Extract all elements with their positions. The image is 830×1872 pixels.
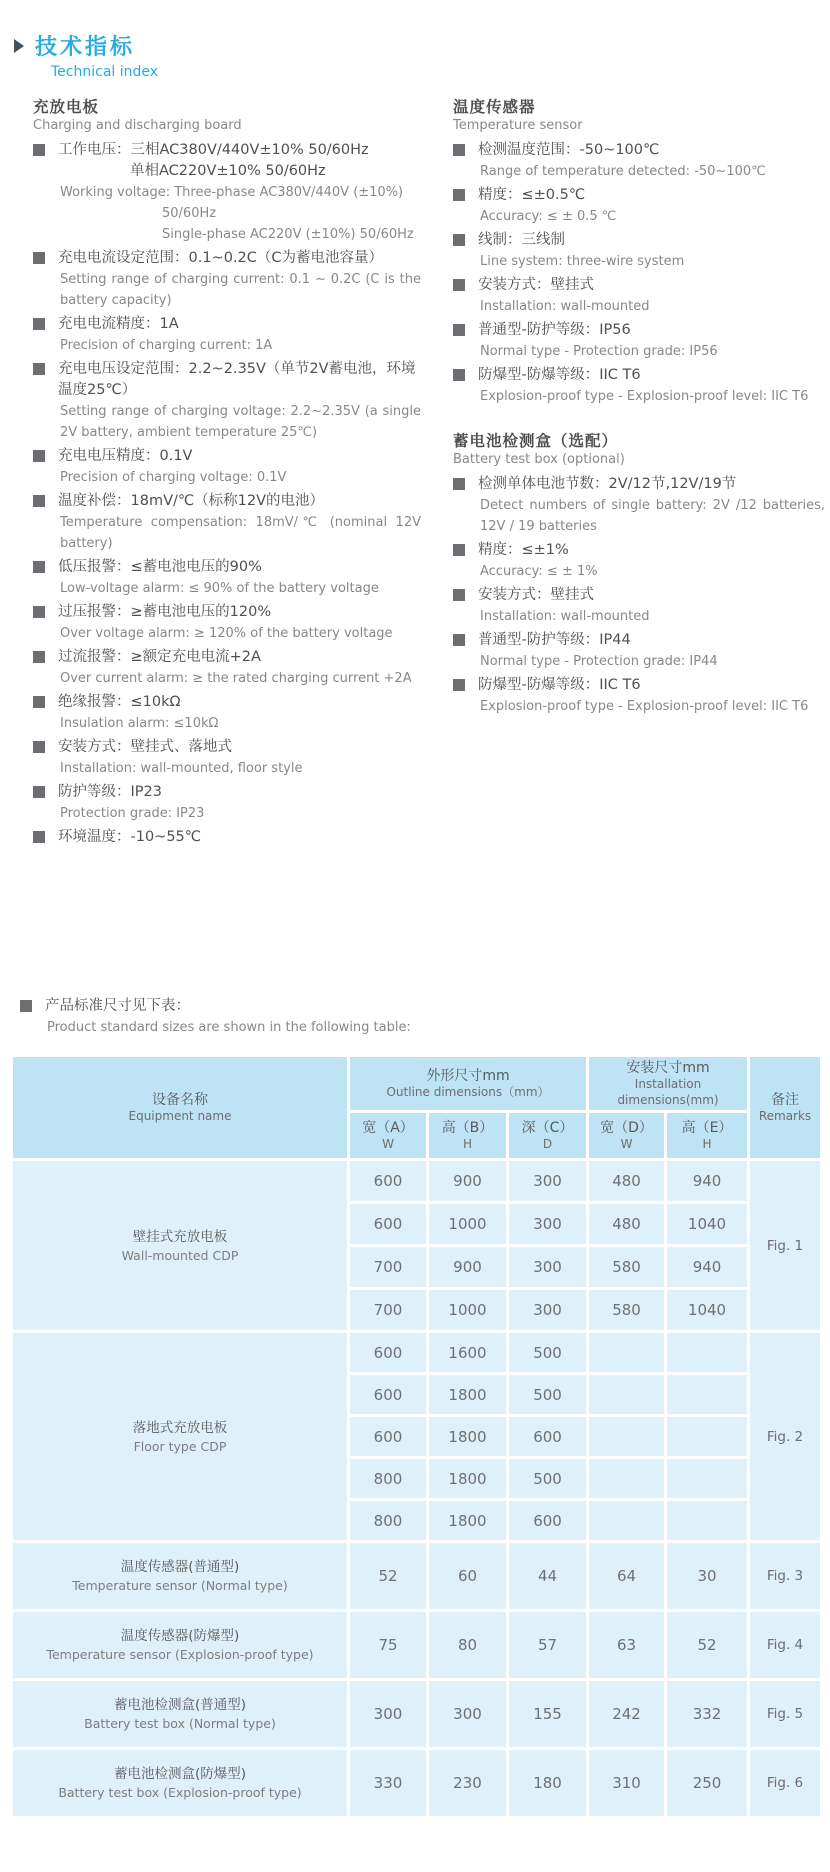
square-bullet-icon [453, 544, 465, 556]
spec-text-cn: 检测单体电池节数：2V/12节,12V/19节 [478, 476, 737, 492]
square-bullet-icon [453, 234, 465, 246]
spec-text-cn: 精度：≤±1% [478, 542, 569, 558]
spec-item [33, 491, 421, 554]
section-heading-en: Charging and discharging board [33, 118, 242, 133]
page-title-en: Technical index [51, 64, 159, 80]
size-value-cell: 52 [349, 1542, 428, 1611]
size-value-cell: 580 [588, 1289, 666, 1332]
spec-text-en: Normal type - Protection grade: IP56 [480, 344, 718, 359]
spec-item [453, 230, 825, 272]
size-table-body [12, 1160, 822, 1818]
square-bullet-icon [33, 252, 45, 264]
size-value-cell: 155 [508, 1680, 588, 1749]
spec-item [33, 737, 421, 779]
spec-item [33, 827, 421, 848]
square-bullet-icon [453, 279, 465, 291]
spec-text-cn: 温度补偿：18mV/℃（标称12V的电池） [58, 493, 325, 509]
remark-cell: Fig. 4 [749, 1611, 822, 1680]
spec-item [453, 140, 825, 182]
equipment-name-cn: 落地式充放电板 [132, 1419, 228, 1436]
spec-list-charging-board [33, 140, 421, 848]
remark-cell: Fig. 1 [749, 1160, 822, 1332]
spec-text-cn: 工作电压：三相AC380V/440V±10% 50/60Hz [58, 142, 369, 158]
section-heading-en: Temperature sensor [453, 118, 583, 133]
remark-cell: Fig. 6 [749, 1749, 822, 1818]
subcol-cn: 宽（A） [362, 1119, 414, 1136]
spec-text-cn: 防爆型-防爆等级：IIC T6 [478, 367, 641, 383]
spec-text-cn: 绝缘报警：≤10kΩ [58, 694, 181, 710]
size-value-cell: 800 [349, 1458, 428, 1500]
section-heading-en: Battery test box (optional) [453, 452, 625, 467]
spec-text-cn: 充电电压设定范围：2.2~2.35V（单节2V蓄电池，环境温度25℃） [58, 361, 416, 398]
spec-item [33, 314, 421, 356]
header-install-en: Installation dimensions(mm) [617, 1077, 719, 1107]
table-note-cn: 产品标准尺寸见下表： [45, 998, 190, 1014]
spec-item [33, 140, 421, 245]
section-temperature-sensor [453, 95, 825, 407]
spec-text-en: Insulation alarm: ≤10kΩ [60, 716, 219, 731]
equipment-name-cell [12, 1749, 349, 1818]
size-value-cell: 940 [666, 1160, 749, 1203]
square-bullet-icon [33, 495, 45, 507]
equipment-name-cell [12, 1160, 349, 1332]
header-height-e [666, 1112, 749, 1160]
spec-text-en: Detect numbers of single battery: 2V /12 batteries, 12V / 19 batteries [480, 498, 825, 534]
spec-columns [0, 95, 830, 851]
square-bullet-icon [453, 144, 465, 156]
size-value-cell: 900 [428, 1160, 508, 1203]
spec-text-en: Range of temperature detected: -50~100℃ [480, 164, 766, 179]
size-value-cell: 1040 [666, 1289, 749, 1332]
spec-text-en: Normal type - Protection grade: IP44 [480, 654, 718, 669]
size-value-cell: 63 [588, 1611, 666, 1680]
section-heading-cn: 充放电板 [33, 98, 100, 116]
size-value-cell: 500 [508, 1374, 588, 1416]
spec-item [33, 692, 421, 734]
header-width-a [349, 1112, 428, 1160]
size-value-cell: 480 [588, 1160, 666, 1203]
spec-text-cn: 低压报警：≤蓄电池电压的90% [58, 559, 262, 575]
equipment-name-cell [12, 1542, 349, 1611]
equipment-name-en: Battery test box (Normal type) [84, 1716, 276, 1732]
size-value-cell: 57 [508, 1611, 588, 1680]
spec-text-en: Over current alarm: ≥ the rated charging current +2A [60, 671, 412, 686]
column-left [33, 95, 421, 851]
spec-text-en: Over voltage alarm: ≥ 120% of the battery voltage [60, 626, 393, 641]
size-table-row [12, 1160, 822, 1203]
size-value-cell: 600 [349, 1332, 428, 1374]
square-bullet-icon [453, 189, 465, 201]
spec-item [33, 248, 421, 311]
subcol-en: W [382, 1137, 394, 1152]
square-bullet-icon [33, 696, 45, 708]
spec-text-en: Line system: three-wire system [480, 254, 685, 269]
spec-text-cn: 充电电流设定范围：0.1~0.2C（C为蓄电池容量） [58, 250, 384, 266]
size-value-cell [588, 1458, 666, 1500]
subcol-en: W [620, 1137, 633, 1152]
spec-item [33, 359, 421, 443]
spec-item [453, 320, 825, 362]
spec-item [453, 275, 825, 317]
header-installation-dimensions [588, 1056, 749, 1112]
header-equipment-name [12, 1056, 349, 1160]
subcol-en: H [462, 1137, 473, 1152]
size-table-row [12, 1542, 822, 1611]
square-bullet-icon [33, 606, 45, 618]
size-value-cell: 52 [666, 1611, 749, 1680]
spec-text-en: Accuracy: ≤ ± 1% [480, 564, 598, 579]
equipment-name-cn: 温度传感器(普通型) [120, 1559, 240, 1576]
spec-text-cn: 防护等级：IP23 [58, 784, 162, 800]
size-value-cell: 600 [508, 1500, 588, 1542]
size-value-cell: 80 [428, 1611, 508, 1680]
spec-text-cn: 防爆型-防爆等级：IIC T6 [478, 677, 641, 693]
size-value-cell: 1000 [428, 1203, 508, 1246]
square-bullet-icon [33, 450, 45, 462]
size-value-cell: 75 [349, 1611, 428, 1680]
size-value-cell: 800 [349, 1500, 428, 1542]
equipment-name-cn: 温度传感器(防爆型) [120, 1628, 240, 1645]
square-bullet-icon [33, 786, 45, 798]
size-table-row [12, 1680, 822, 1749]
spec-item [33, 557, 421, 599]
spec-text-cn: 安装方式：壁挂式 [478, 587, 594, 603]
equipment-name-en: Wall-mounted CDP [121, 1247, 239, 1263]
size-value-cell: 300 [508, 1289, 588, 1332]
size-table-row [12, 1611, 822, 1680]
spec-text-cn: 安装方式：壁挂式 [478, 277, 594, 293]
size-value-cell: 300 [508, 1160, 588, 1203]
equipment-name-cell [12, 1611, 349, 1680]
subcol-cn: 高（B） [441, 1119, 494, 1136]
size-table-row [12, 1749, 822, 1818]
page-header [0, 0, 830, 80]
spec-text-en: Setting range of charging current: 0.1 ~ 0.2C (C is the battery capacity) [60, 272, 421, 308]
size-value-cell: 64 [588, 1542, 666, 1611]
spec-text-en: Protection grade: IP23 [60, 806, 205, 821]
spec-text-en: Installation: wall-mounted [480, 609, 650, 624]
header-remarks-cn: 备注 [771, 1091, 800, 1108]
remark-cell: Fig. 3 [749, 1542, 822, 1611]
spec-text-en: Precision of charging voltage: 0.1V [60, 470, 287, 485]
size-table-header [12, 1056, 822, 1160]
square-bullet-icon [20, 1000, 32, 1012]
size-value-cell: 180 [508, 1749, 588, 1818]
square-bullet-icon [33, 831, 45, 843]
table-note-en: Product standard sizes are shown in the following table: [47, 1020, 411, 1035]
size-value-cell: 332 [666, 1680, 749, 1749]
size-value-cell: 250 [666, 1749, 749, 1818]
size-value-cell: 300 [428, 1680, 508, 1749]
spec-text-en: Working voltage: Three-phase AC380V/440V (±10%) [60, 185, 404, 200]
size-value-cell: 1600 [428, 1332, 508, 1374]
size-value-cell: 580 [588, 1246, 666, 1289]
size-value-cell [666, 1500, 749, 1542]
size-value-cell [666, 1416, 749, 1458]
spec-item [33, 782, 421, 824]
size-table [10, 1054, 823, 1819]
subcol-en: H [702, 1137, 712, 1152]
size-value-cell [588, 1416, 666, 1458]
remark-cell: Fig. 5 [749, 1680, 822, 1749]
square-bullet-icon [453, 369, 465, 381]
spec-item [453, 474, 825, 537]
size-value-cell: 1040 [666, 1203, 749, 1246]
spec-text-en: Explosion-proof type - Explosion-proof level: IIC T6 [480, 389, 809, 404]
size-value-cell: 500 [508, 1332, 588, 1374]
spec-text-en: Explosion-proof type - Explosion-proof level: IIC T6 [480, 699, 809, 714]
square-bullet-icon [453, 589, 465, 601]
section-heading-cn: 温度传感器 [453, 98, 536, 116]
spec-text-cn: 普通型-防护等级：IP56 [478, 322, 631, 338]
header-outline-dimensions [349, 1056, 588, 1112]
size-value-cell: 700 [349, 1289, 428, 1332]
spec-text-cn: 检测温度范围：-50~100℃ [478, 142, 660, 158]
spec-text-cn: 充电电压精度：0.1V [58, 448, 193, 464]
equipment-name-cn: 蓄电池检测盒(普通型) [113, 1697, 247, 1714]
header-equipment-en: Equipment name [128, 1108, 232, 1123]
square-bullet-icon [453, 634, 465, 646]
square-bullet-icon [33, 144, 45, 156]
square-bullet-icon [33, 651, 45, 663]
size-value-cell [588, 1374, 666, 1416]
size-value-cell [588, 1500, 666, 1542]
header-width-d [588, 1112, 666, 1160]
spec-item [453, 540, 825, 582]
page-title-cn: 技术指标 [35, 35, 136, 60]
spec-text-cn: 安装方式：壁挂式、落地式 [58, 739, 232, 755]
size-value-cell: 1800 [428, 1374, 508, 1416]
spec-text-cn: 普通型-防护等级：IP44 [478, 632, 631, 648]
subcol-cn: 高（E） [681, 1119, 733, 1136]
spec-text-cn: 单相AC220V±10% 50/60Hz [130, 163, 326, 179]
header-outline-cn: 外形尺寸mm [426, 1067, 510, 1084]
size-value-cell: 1800 [428, 1500, 508, 1542]
spec-text-en: Single-phase AC220V (±10%) 50/60Hz [162, 227, 414, 242]
spec-item [33, 446, 421, 488]
size-value-cell: 300 [508, 1246, 588, 1289]
remark-cell: Fig. 2 [749, 1332, 822, 1542]
size-value-cell [666, 1332, 749, 1374]
size-value-cell: 242 [588, 1680, 666, 1749]
size-value-cell: 300 [349, 1680, 428, 1749]
size-value-cell: 310 [588, 1749, 666, 1818]
spec-item [33, 647, 421, 689]
subcol-en: D [542, 1137, 553, 1152]
size-value-cell: 1000 [428, 1289, 508, 1332]
square-bullet-icon [33, 741, 45, 753]
spec-text-cn: 精度：≤±0.5℃ [478, 187, 586, 203]
equipment-name-en: Battery test box (Explosion-proof type) [58, 1785, 302, 1801]
size-value-cell [666, 1374, 749, 1416]
spec-list-temperature-sensor [453, 140, 825, 407]
size-value-cell: 230 [428, 1749, 508, 1818]
header-depth-c [508, 1112, 588, 1160]
square-bullet-icon [453, 679, 465, 691]
spec-item [453, 365, 825, 407]
spec-text-en: Setting range of charging voltage: 2.2~2.35V (a single 2V battery, ambient temperature 25℃) [60, 404, 421, 440]
square-bullet-icon [33, 363, 45, 375]
spec-text-en: Installation: wall-mounted [480, 299, 650, 314]
header-remarks-en: Remarks [758, 1108, 812, 1123]
spec-text-en: Accuracy: ≤ ± 0.5 ℃ [480, 209, 617, 224]
equipment-name-cell [12, 1680, 349, 1749]
spec-text-cn: 充电电流精度：1A [58, 316, 179, 332]
spec-text-cn: 线制：三线制 [478, 232, 565, 248]
spec-item [453, 585, 825, 627]
table-note [20, 996, 830, 1038]
size-value-cell: 1800 [428, 1416, 508, 1458]
square-bullet-icon [453, 324, 465, 336]
spec-text-cn: 环境温度：-10~55℃ [58, 829, 202, 845]
section-battery-test-box [453, 429, 825, 717]
size-value-cell: 700 [349, 1246, 428, 1289]
size-value-cell [588, 1332, 666, 1374]
spec-item [33, 602, 421, 644]
header-install-cn: 安装尺寸mm [626, 1060, 710, 1076]
size-value-cell: 900 [428, 1246, 508, 1289]
size-value-cell [666, 1458, 749, 1500]
equipment-name-en: Temperature sensor (Normal type) [72, 1578, 288, 1594]
spec-text-en: Temperature compensation: 18mV/℃ (nominal 12V battery) [60, 515, 421, 551]
size-value-cell: 940 [666, 1246, 749, 1289]
equipment-name-en: Floor type CDP [133, 1438, 227, 1454]
subcol-cn: 宽（D） [600, 1119, 653, 1136]
size-value-cell: 480 [588, 1203, 666, 1246]
size-value-cell: 600 [508, 1416, 588, 1458]
spec-text-en: Precision of charging current: 1A [60, 338, 273, 353]
size-value-cell: 1800 [428, 1458, 508, 1500]
size-value-cell: 44 [508, 1542, 588, 1611]
section-heading-cn: 蓄电池检测盒（选配） [453, 432, 619, 450]
equipment-name-en: Temperature sensor (Explosion-proof type) [46, 1647, 314, 1663]
section-charging-board [33, 95, 421, 848]
subcol-cn: 深（C） [521, 1119, 574, 1136]
spec-item [453, 630, 825, 672]
header-height-b [428, 1112, 508, 1160]
column-right [453, 95, 825, 851]
header-outline-en: Outline dimensions（mm） [386, 1084, 550, 1099]
square-bullet-icon [33, 561, 45, 573]
size-value-cell: 600 [349, 1203, 428, 1246]
spec-item [453, 675, 825, 717]
spec-text-en: 50/60Hz [162, 206, 217, 221]
size-value-cell: 600 [349, 1416, 428, 1458]
size-table-row [12, 1332, 822, 1374]
spec-item [453, 185, 825, 227]
equipment-name-cell [12, 1332, 349, 1542]
header-equipment-cn: 设备名称 [152, 1091, 208, 1108]
spec-text-en: Low-voltage alarm: ≤ 90% of the battery voltage [60, 581, 379, 596]
spec-text-en: Installation: wall-mounted, floor style [60, 761, 303, 776]
square-bullet-icon [33, 318, 45, 330]
header-remarks [749, 1056, 822, 1160]
size-value-cell: 600 [349, 1160, 428, 1203]
square-bullet-icon [453, 478, 465, 490]
arrow-bullet-icon [14, 39, 24, 53]
equipment-name-cn: 蓄电池检测盒(防爆型) [113, 1766, 247, 1783]
size-value-cell: 60 [428, 1542, 508, 1611]
size-value-cell: 30 [666, 1542, 749, 1611]
spec-text-cn: 过压报警：≥蓄电池电压的120% [58, 604, 272, 620]
size-value-cell: 330 [349, 1749, 428, 1818]
size-value-cell: 600 [349, 1374, 428, 1416]
spec-text-cn: 过流报警：≥额定充电电流+2A [58, 649, 261, 665]
size-value-cell: 500 [508, 1458, 588, 1500]
equipment-name-cn: 壁挂式充放电板 [132, 1228, 228, 1245]
spec-list-battery-test-box [453, 474, 825, 717]
size-value-cell: 300 [508, 1203, 588, 1246]
